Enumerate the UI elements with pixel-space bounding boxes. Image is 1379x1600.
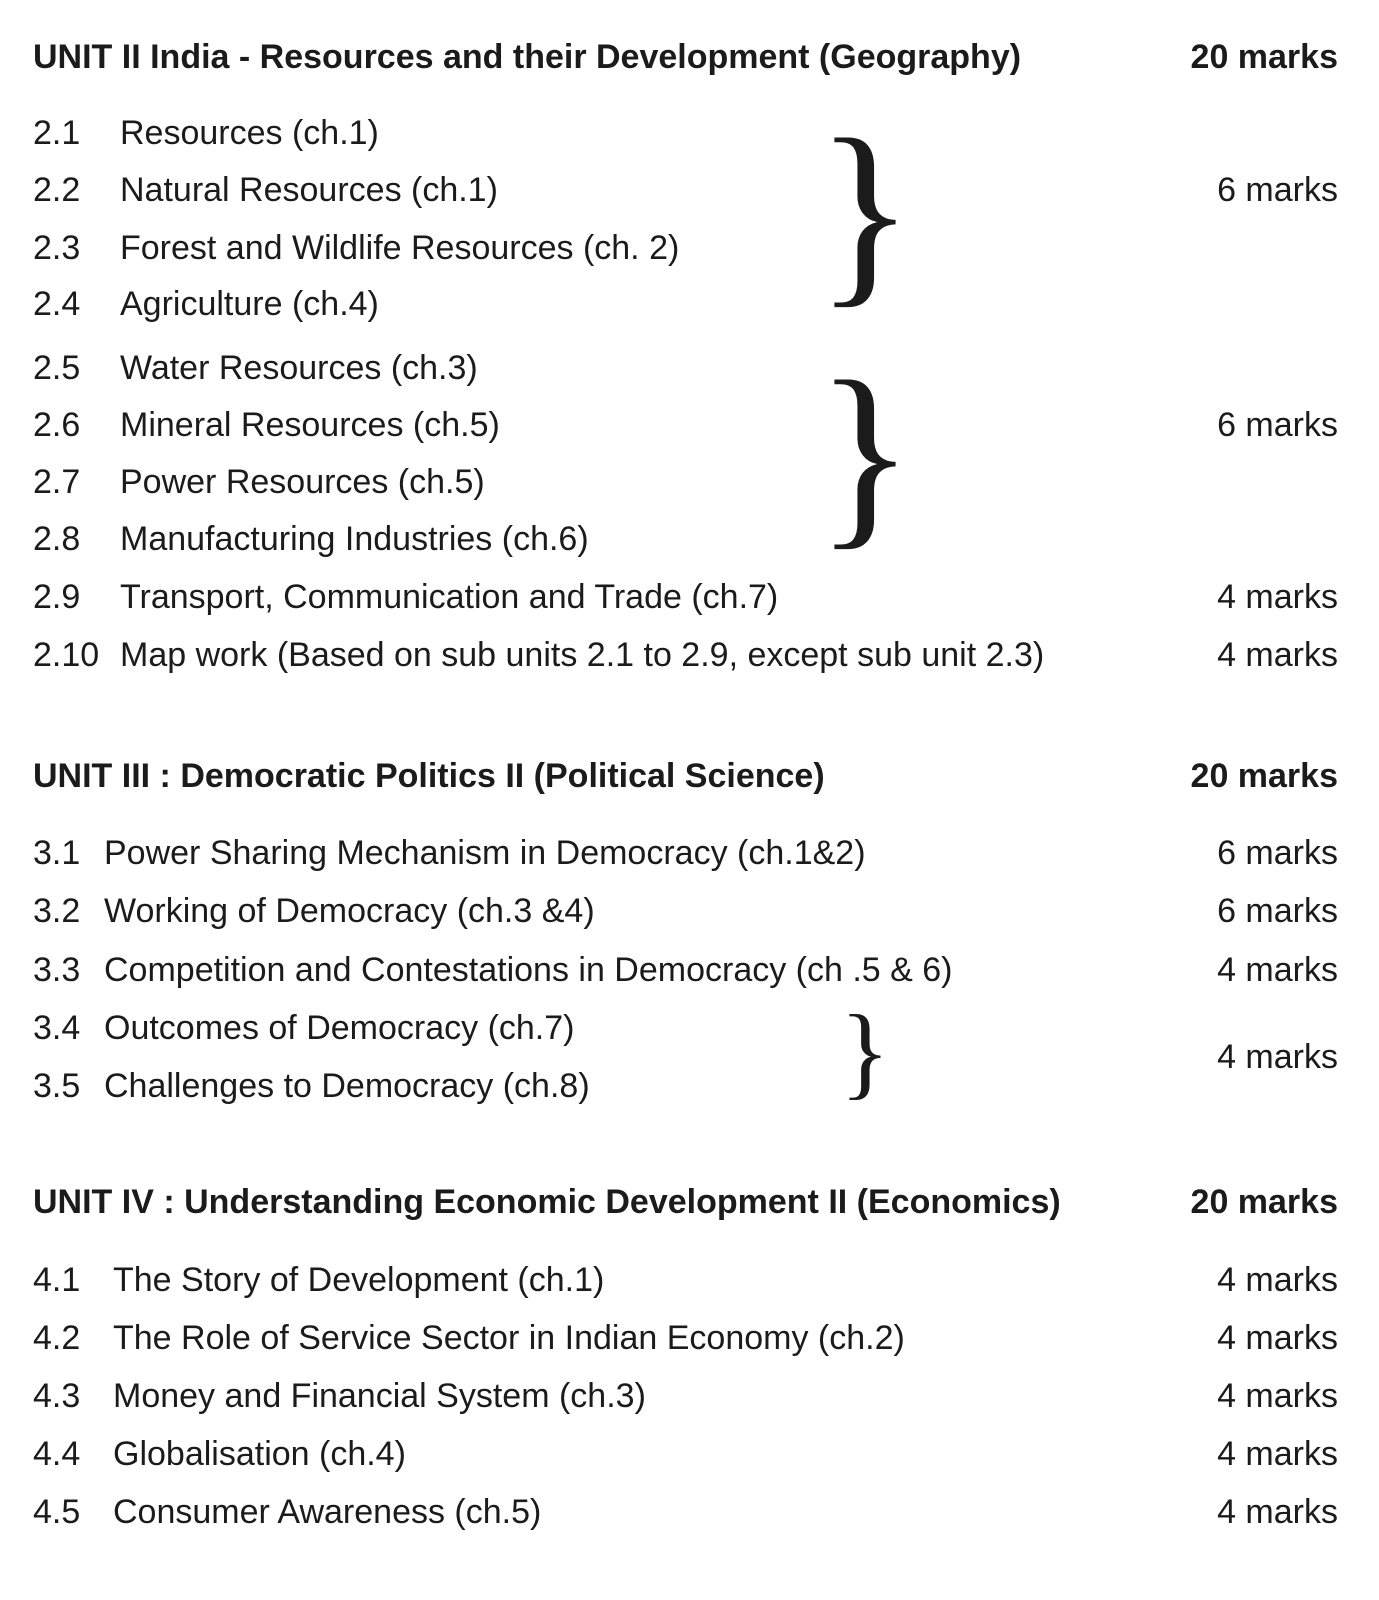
- item-number: 4.4: [33, 1434, 81, 1473]
- item-title: Globalisation (ch.4): [113, 1434, 406, 1473]
- item-number: 3.2: [33, 891, 81, 930]
- item-number: 4.3: [33, 1376, 81, 1415]
- item-number: 2.7: [33, 462, 81, 501]
- item-row-3-3: [33, 942, 1338, 998]
- item-title: Competition and Contestations in Democracy (ch .5 & 6): [104, 950, 953, 989]
- item-row-4-2: [33, 1310, 1338, 1366]
- item-title: The Story of Development (ch.1): [113, 1260, 605, 1299]
- item-row-3-1: [33, 825, 1338, 881]
- item-title: Map work (Based on sub units 2.1 to 2.9, except sub unit 2.3): [120, 635, 1045, 674]
- item-number: 3.3: [33, 950, 81, 989]
- item-title: Transport, Communication and Trade (ch.7): [120, 577, 779, 616]
- item-row-4-5: [33, 1484, 1338, 1540]
- unit-2-header: [33, 29, 1338, 85]
- unit-marks: 20 marks: [1190, 1182, 1338, 1221]
- item-number: 3.5: [33, 1066, 81, 1105]
- item-marks: 4 marks: [1217, 577, 1338, 616]
- item-title: Agriculture (ch.4): [120, 284, 379, 323]
- item-title: Consumer Awareness (ch.5): [113, 1492, 542, 1531]
- item-number: 2.5: [33, 348, 81, 387]
- item-title: Forest and Wildlife Resources (ch. 2): [120, 228, 680, 267]
- unit-heading: UNIT III : Democratic Politics II (Political Science): [33, 756, 825, 795]
- item-title: Outcomes of Democracy (ch.7): [104, 1008, 575, 1047]
- item-number: 2.2: [33, 170, 81, 209]
- item-number: 4.5: [33, 1492, 81, 1531]
- item-number: 4.1: [33, 1260, 81, 1299]
- item-row-2-1: [33, 105, 1338, 161]
- item-title: Water Resources (ch.3): [120, 348, 478, 387]
- item-row-2-2: [33, 162, 1338, 218]
- item-row-2-9: [33, 569, 1338, 625]
- item-row-4-1: [33, 1252, 1338, 1308]
- item-title: Natural Resources (ch.1): [120, 170, 498, 209]
- item-row-3-2: [33, 883, 1338, 939]
- item-row-3-5: [33, 1058, 1338, 1114]
- item-row-2-6: [33, 397, 1338, 453]
- item-marks: 4 marks: [1217, 1434, 1338, 1473]
- item-marks: 4 marks: [1217, 1260, 1338, 1299]
- item-title: Resources (ch.1): [120, 113, 379, 152]
- item-number: 2.8: [33, 519, 81, 558]
- item-number: 3.4: [33, 1008, 81, 1047]
- item-number: 3.1: [33, 833, 81, 872]
- item-marks: 4 marks: [1217, 1492, 1338, 1531]
- item-title: Power Resources (ch.5): [120, 462, 485, 501]
- unit-heading: UNIT II India - Resources and their Development (Geography): [33, 37, 1022, 76]
- unit-marks: 20 marks: [1190, 37, 1338, 76]
- item-title: The Role of Service Sector in Indian Economy (ch.2): [113, 1318, 905, 1357]
- item-marks: 4 marks: [1217, 635, 1338, 674]
- unit-3-header: [33, 748, 1338, 804]
- item-row-2-7: [33, 454, 1338, 510]
- item-title: Money and Financial System (ch.3): [113, 1376, 646, 1415]
- item-row-2-8: [33, 511, 1338, 567]
- item-number: 4.2: [33, 1318, 81, 1357]
- item-number: 2.6: [33, 405, 81, 444]
- item-title: Power Sharing Mechanism in Democracy (ch.1&2): [104, 833, 866, 872]
- group-marks: 4 marks: [1217, 1037, 1338, 1076]
- unit-heading: UNIT IV : Understanding Economic Development II (Economics): [33, 1182, 1061, 1221]
- item-title: Manufacturing Industries (ch.6): [120, 519, 589, 558]
- item-marks: 4 marks: [1217, 1318, 1338, 1357]
- item-number: 2.10: [33, 635, 100, 674]
- item-title: Challenges to Democracy (ch.8): [104, 1066, 590, 1105]
- item-row-2-4: [33, 276, 1338, 332]
- item-marks: 4 marks: [1217, 1376, 1338, 1415]
- item-row-4-3: [33, 1368, 1338, 1424]
- group-marks: 6 marks: [1217, 405, 1338, 444]
- item-title: Mineral Resources (ch.5): [120, 405, 500, 444]
- item-title: Working of Democracy (ch.3 &4): [104, 891, 595, 930]
- item-number: 2.9: [33, 577, 81, 616]
- brace-glyph: }: [815, 97, 915, 325]
- item-row-4-4: [33, 1426, 1338, 1482]
- item-number: 2.1: [33, 113, 81, 152]
- group-marks: 6 marks: [1217, 170, 1338, 209]
- brace-glyph: }: [840, 993, 890, 1109]
- unit-marks: 20 marks: [1190, 756, 1338, 795]
- item-row-2-3: [33, 220, 1338, 276]
- item-marks: 4 marks: [1217, 950, 1338, 989]
- unit-4-header: [33, 1174, 1338, 1230]
- item-row-2-5: [33, 340, 1338, 396]
- item-row-3-4: [33, 1000, 1338, 1056]
- item-number: 2.4: [33, 284, 81, 323]
- item-marks: 6 marks: [1217, 833, 1338, 872]
- item-number: 2.3: [33, 228, 81, 267]
- item-marks: 6 marks: [1217, 891, 1338, 930]
- brace-glyph: }: [815, 339, 915, 567]
- item-row-2-10: [33, 627, 1338, 683]
